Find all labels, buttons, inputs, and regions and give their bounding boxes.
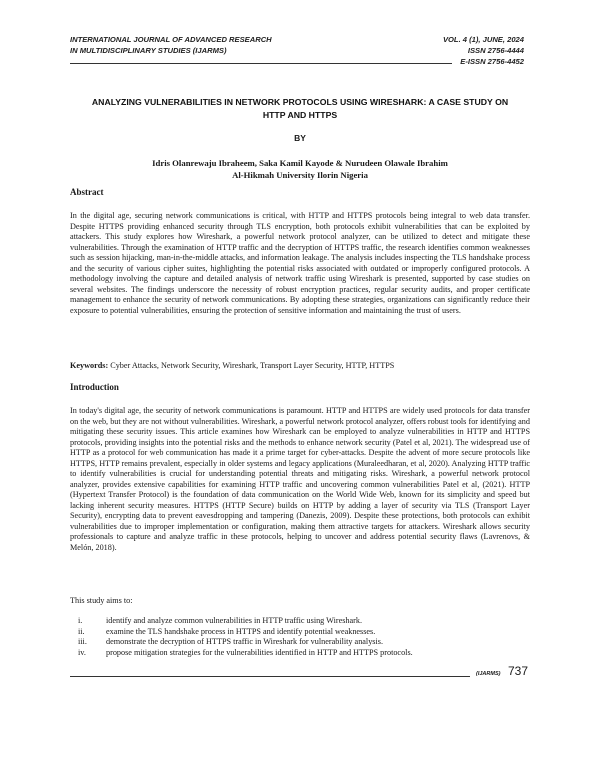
keywords	[70, 361, 394, 370]
abstract-text: In the digital age, securing network communications is critical, with HTTP and HTTPS protocols being integral to web data transfer. Despite HTTPS providing enhanced security through TLS encryption, both protocols exhibit vulnerabilities that can be exploited by attackers. This study explores how Wireshark, a powerful network protocol analyzer, can be utilized to detect and mitigate these vulnerabilities. Through the examination of HTTP traffic and the decryption of HTTPS traffic, the research identifies common weaknesses such as session hijacking, man-in-the-middle attacks, and information leakage. The analysis includes inspecting the TLS handshake process and the security of various cipher suites, highlighting the potential risks associated with outdated or improperly configured protocols. A methodology involving the capture and detailed analysis of network traffic using Wireshark is presented, supported by case studies on several websites. The findings underscore the necessity of robust encryption practices, regular security audits, and proper certificate management to enhance the security of network communications. By adopting these strategies, organizations can significantly reduce their exposure to potential vulnerabilities, ensuring the protection of sensitive information and maintaining the trust of users.	[70, 211, 530, 315]
list-item-text: examine the TLS handshake process in HTTPS and identify potential weaknesses.	[106, 626, 376, 636]
footer-journal-tag: (IJARMS)	[476, 671, 501, 677]
keywords-label: Keywords:	[70, 361, 109, 370]
list-item-text: demonstrate the decryption of HTTPS traffic in Wireshark for vulnerability analysis.	[106, 637, 383, 646]
list-item-number: i.	[78, 616, 83, 625]
list-item-number: iii.	[78, 637, 87, 646]
journal-name-line2: IN MULTIDISCIPLINARY STUDIES (IJARMS)	[70, 46, 227, 55]
eissn: E-ISSN 2756-4452	[460, 57, 524, 66]
list-item	[78, 616, 413, 627]
list-item	[78, 637, 413, 648]
abstract-heading: Abstract	[70, 187, 104, 197]
list-item	[78, 648, 413, 659]
list-item-text: identify and analyze common vulnerabilities in HTTP traffic using Wireshark.	[106, 616, 362, 625]
journal-name	[70, 34, 272, 56]
introduction-text: In today's digital age, the security of network communications is paramount. HTTP and HTTPS are widely used protocols for data transfer on the web, but they are not without vulnerabilities. Wireshark, a powerful network protocol analyzer, offers robust tools for identifying and mitigating these security issues. This article examines how Wireshark can be employed to analyze vulnerabilities in HTTP and HTTPS protocols, providing insights into the potential risks and the methods to enhance network security (Patel et al, 2021). The widespread use of HTTP as a protocol for web communication has made it a prime target for cyber-attacks. Despite the advent of more secure protocols like HTTPS, HTTP remains prevalent, especially in older systems and legacy applications (Muraleedharan, et al, 2020). Analyzing HTTP traffic to identify vulnerabilities is crucial for understanding potential threats and mitigating risks. Wireshark, a powerful network protocol analyzer, provides extensive capabilities for examining HTTP traffic and uncovering common vulnerabilities Patel et al, (2021). HTTP (Hypertext Transfer Protocol) is the foundation of data communication on the World Wide Web, known for its simplicity and speed but lacking inherent security measures. HTTPS (HTTP Secure) builds on HTTP by adding a layer of security via TLS (Transport Layer Security), encrypting data to prevent eavesdropping and tampering (Danezis, 2009). Despite these protections, both protocols can exhibit vulnerabilities due to improper implementation or configuration, making them attractive targets for attackers. Wireshark allows security professionals to capture and analyze traffic in these protocols, helping to uncover and address potential security flaws (Lavrenovs, & Melón, 2018).	[70, 406, 530, 552]
journal-issue-info	[443, 34, 524, 67]
introduction-heading: Introduction	[70, 382, 119, 392]
list-item-text: propose mitigation strategies for the vulnerabilities identified in HTTP and HTTPS protocols.	[106, 647, 413, 657]
paper-title: ANALYZING VULNERABILITIES IN NETWORK PROTOCOLS USING WIRESHARK: A CASE STUDY ON HTTP AND HTTPS	[91, 97, 509, 120]
volume-info: VOL. 4 (1), JUNE, 2024	[442, 35, 524, 44]
list-item-number: ii.	[78, 626, 85, 636]
footer-rule	[70, 676, 470, 677]
author-block	[0, 157, 600, 181]
keywords-text: Cyber Attacks, Network Security, Wireshark, Transport Layer Security, HTTP, HTTPS	[108, 361, 395, 370]
author-names: Idris Olanrewaju Ibraheem, Saka Kamil Kayode & Nurudeen Olawale Ibrahim	[152, 158, 448, 168]
aims-intro: This study aims to:	[70, 596, 133, 605]
issn: ISSN 2756-4444	[467, 46, 524, 55]
journal-name-line1: INTERNATIONAL JOURNAL OF ADVANCED RESEARCH	[70, 35, 272, 44]
by-label: BY	[294, 133, 306, 143]
page-number: 737	[508, 664, 529, 678]
author-affiliation: Al-Hikmah University Ilorin Nigeria	[232, 170, 368, 180]
list-item-number: iv.	[78, 647, 86, 657]
aims-list	[78, 616, 413, 658]
list-item	[78, 627, 413, 638]
header-rule	[70, 63, 452, 64]
